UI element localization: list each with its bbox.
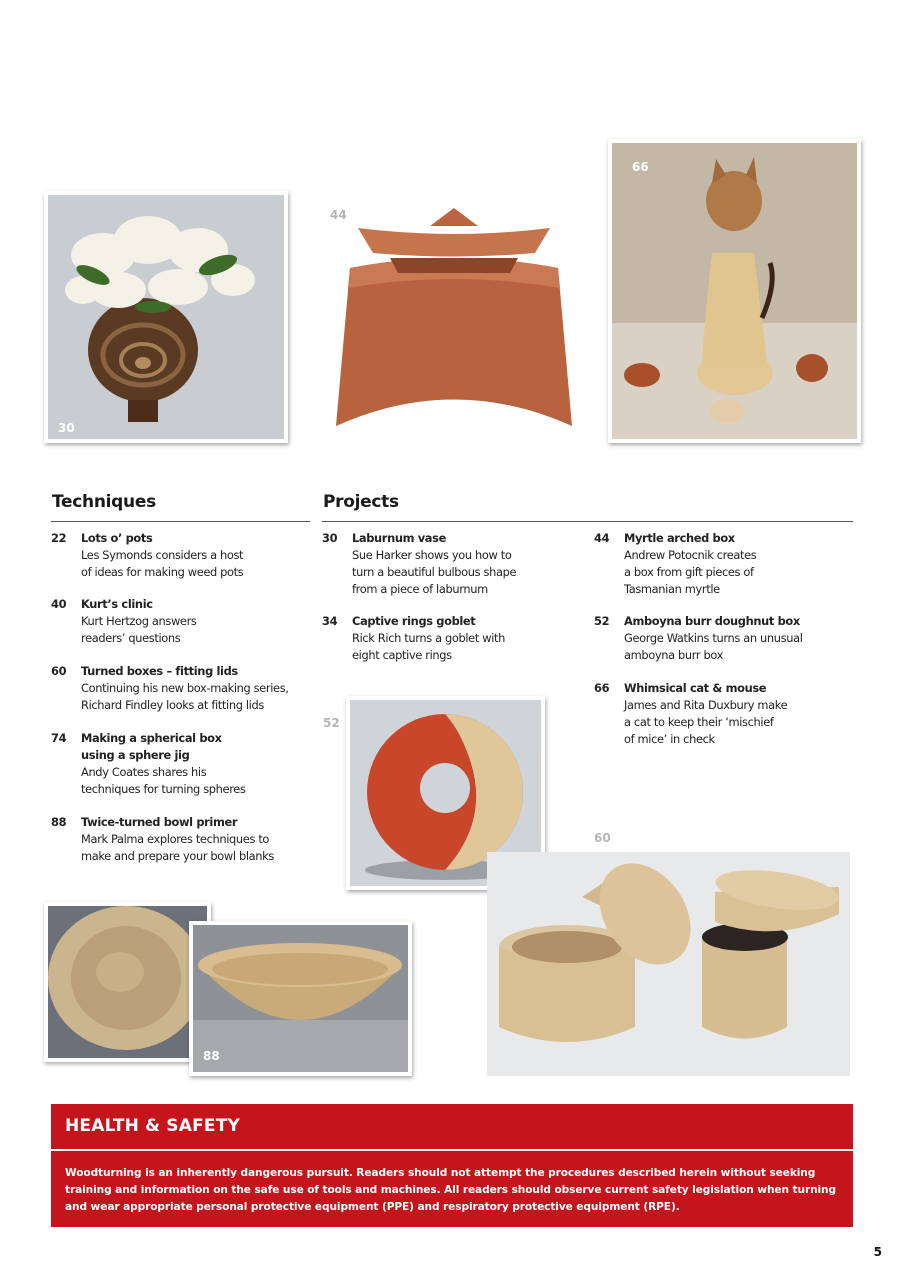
toc-title: Making a spherical box using a sphere jig	[81, 731, 222, 762]
toc-title: Myrtle arched box	[624, 531, 735, 545]
toc-title: Captive rings goblet	[352, 614, 476, 628]
toc-description: Rick Rich turns a goblet with eight captive rings	[352, 631, 505, 662]
toc-entry-kurts-clinic[interactable]	[51, 596, 311, 647]
toc-title: Whimsical cat & mouse	[624, 681, 767, 695]
photo-number-60: 60	[594, 831, 611, 845]
techniques-heading: Techniques	[52, 492, 156, 512]
toc-page-number: 60	[51, 664, 67, 678]
toc-entry-spherical-box[interactable]	[51, 730, 311, 798]
toc-title: Turned boxes – fitting lids	[81, 664, 238, 678]
toc-entry-laburnum-vase[interactable]	[322, 530, 562, 598]
toc-page-number: 40	[51, 597, 67, 611]
health-safety-title: HEALTH & SAFETY	[65, 1116, 241, 1136]
cat-and-mouse-photo	[608, 139, 861, 443]
health-safety-box	[51, 1104, 853, 1227]
toc-page-number: 66	[594, 681, 610, 695]
toc-entry-turned-boxes[interactable]	[51, 663, 313, 714]
projects-heading: Projects	[323, 492, 399, 512]
photo-number-88: 88	[203, 1049, 220, 1063]
toc-title: Twice-turned bowl primer	[81, 815, 238, 829]
toc-entry-lots-o-pots[interactable]	[51, 530, 311, 581]
toc-title: Laburnum vase	[352, 531, 446, 545]
laburnum-vase-photo	[44, 191, 288, 443]
toc-entry-myrtle-arched-box[interactable]	[594, 530, 854, 598]
toc-title: Amboyna burr doughnut box	[624, 614, 800, 628]
photo-number-66: 66	[632, 160, 649, 174]
techniques-rule	[51, 521, 310, 522]
toc-description: Sue Harker shows you how to turn a beautiful bulbous shape from a piece of laburnum	[352, 548, 517, 596]
toc-description: Les Symonds considers a host of ideas for making weed pots	[81, 548, 244, 579]
toc-page-number: 44	[594, 531, 610, 545]
toc-description: Kurt Hertzog answers readers’ questions	[81, 614, 197, 645]
photo-number-30: 30	[58, 421, 75, 435]
toc-page-number: 34	[322, 614, 338, 628]
projects-rule	[322, 521, 853, 522]
toc-page-number: 52	[594, 614, 610, 628]
toc-entry-cat-and-mouse[interactable]	[594, 680, 854, 748]
toc-page-number: 22	[51, 531, 67, 545]
toc-description: George Watkins turns an unusual amboyna burr box	[624, 631, 803, 662]
toc-title: Lots o’ pots	[81, 531, 153, 545]
page-number: 5	[873, 1245, 882, 1259]
bowl-blank-photo	[44, 902, 211, 1062]
toc-description: Andrew Potocnik creates a box from gift pieces of Tasmanian myrtle	[624, 548, 757, 596]
fitting-lids-photo	[487, 852, 850, 1076]
toc-entry-doughnut-box[interactable]	[594, 613, 854, 664]
twice-turned-bowl-photo	[189, 921, 412, 1076]
toc-description: Continuing his new box-making series, Richard Findley looks at fitting lids	[81, 681, 289, 712]
arched-box-photo	[330, 198, 578, 446]
health-safety-divider	[51, 1149, 853, 1151]
toc-description: Mark Palma explores techniques to make and prepare your bowl blanks	[81, 832, 274, 863]
health-safety-text: Woodturning is an inherently dangerous pursuit. Readers should not attempt the procedures described herein without seeking training and information on the safe use of tools and machines. All readers should observe current safety legislation when turning and wear appropriate personal protective equipment (PPE) and respiratory protective equipment (RPE).	[65, 1167, 836, 1213]
photo-number-44: 44	[330, 208, 347, 222]
toc-description: Andy Coates shares his techniques for turning spheres	[81, 765, 246, 796]
toc-entry-bowl-primer[interactable]	[51, 814, 311, 865]
toc-page-number: 74	[51, 731, 67, 745]
toc-entry-captive-rings-goblet[interactable]	[322, 613, 562, 664]
toc-title: Kurt’s clinic	[81, 597, 153, 611]
photo-number-52: 52	[323, 716, 340, 730]
toc-description: James and Rita Duxbury make a cat to keep their ‘mischief of mice’ in check	[624, 698, 788, 746]
toc-page-number: 30	[322, 531, 338, 545]
toc-page-number: 88	[51, 815, 67, 829]
